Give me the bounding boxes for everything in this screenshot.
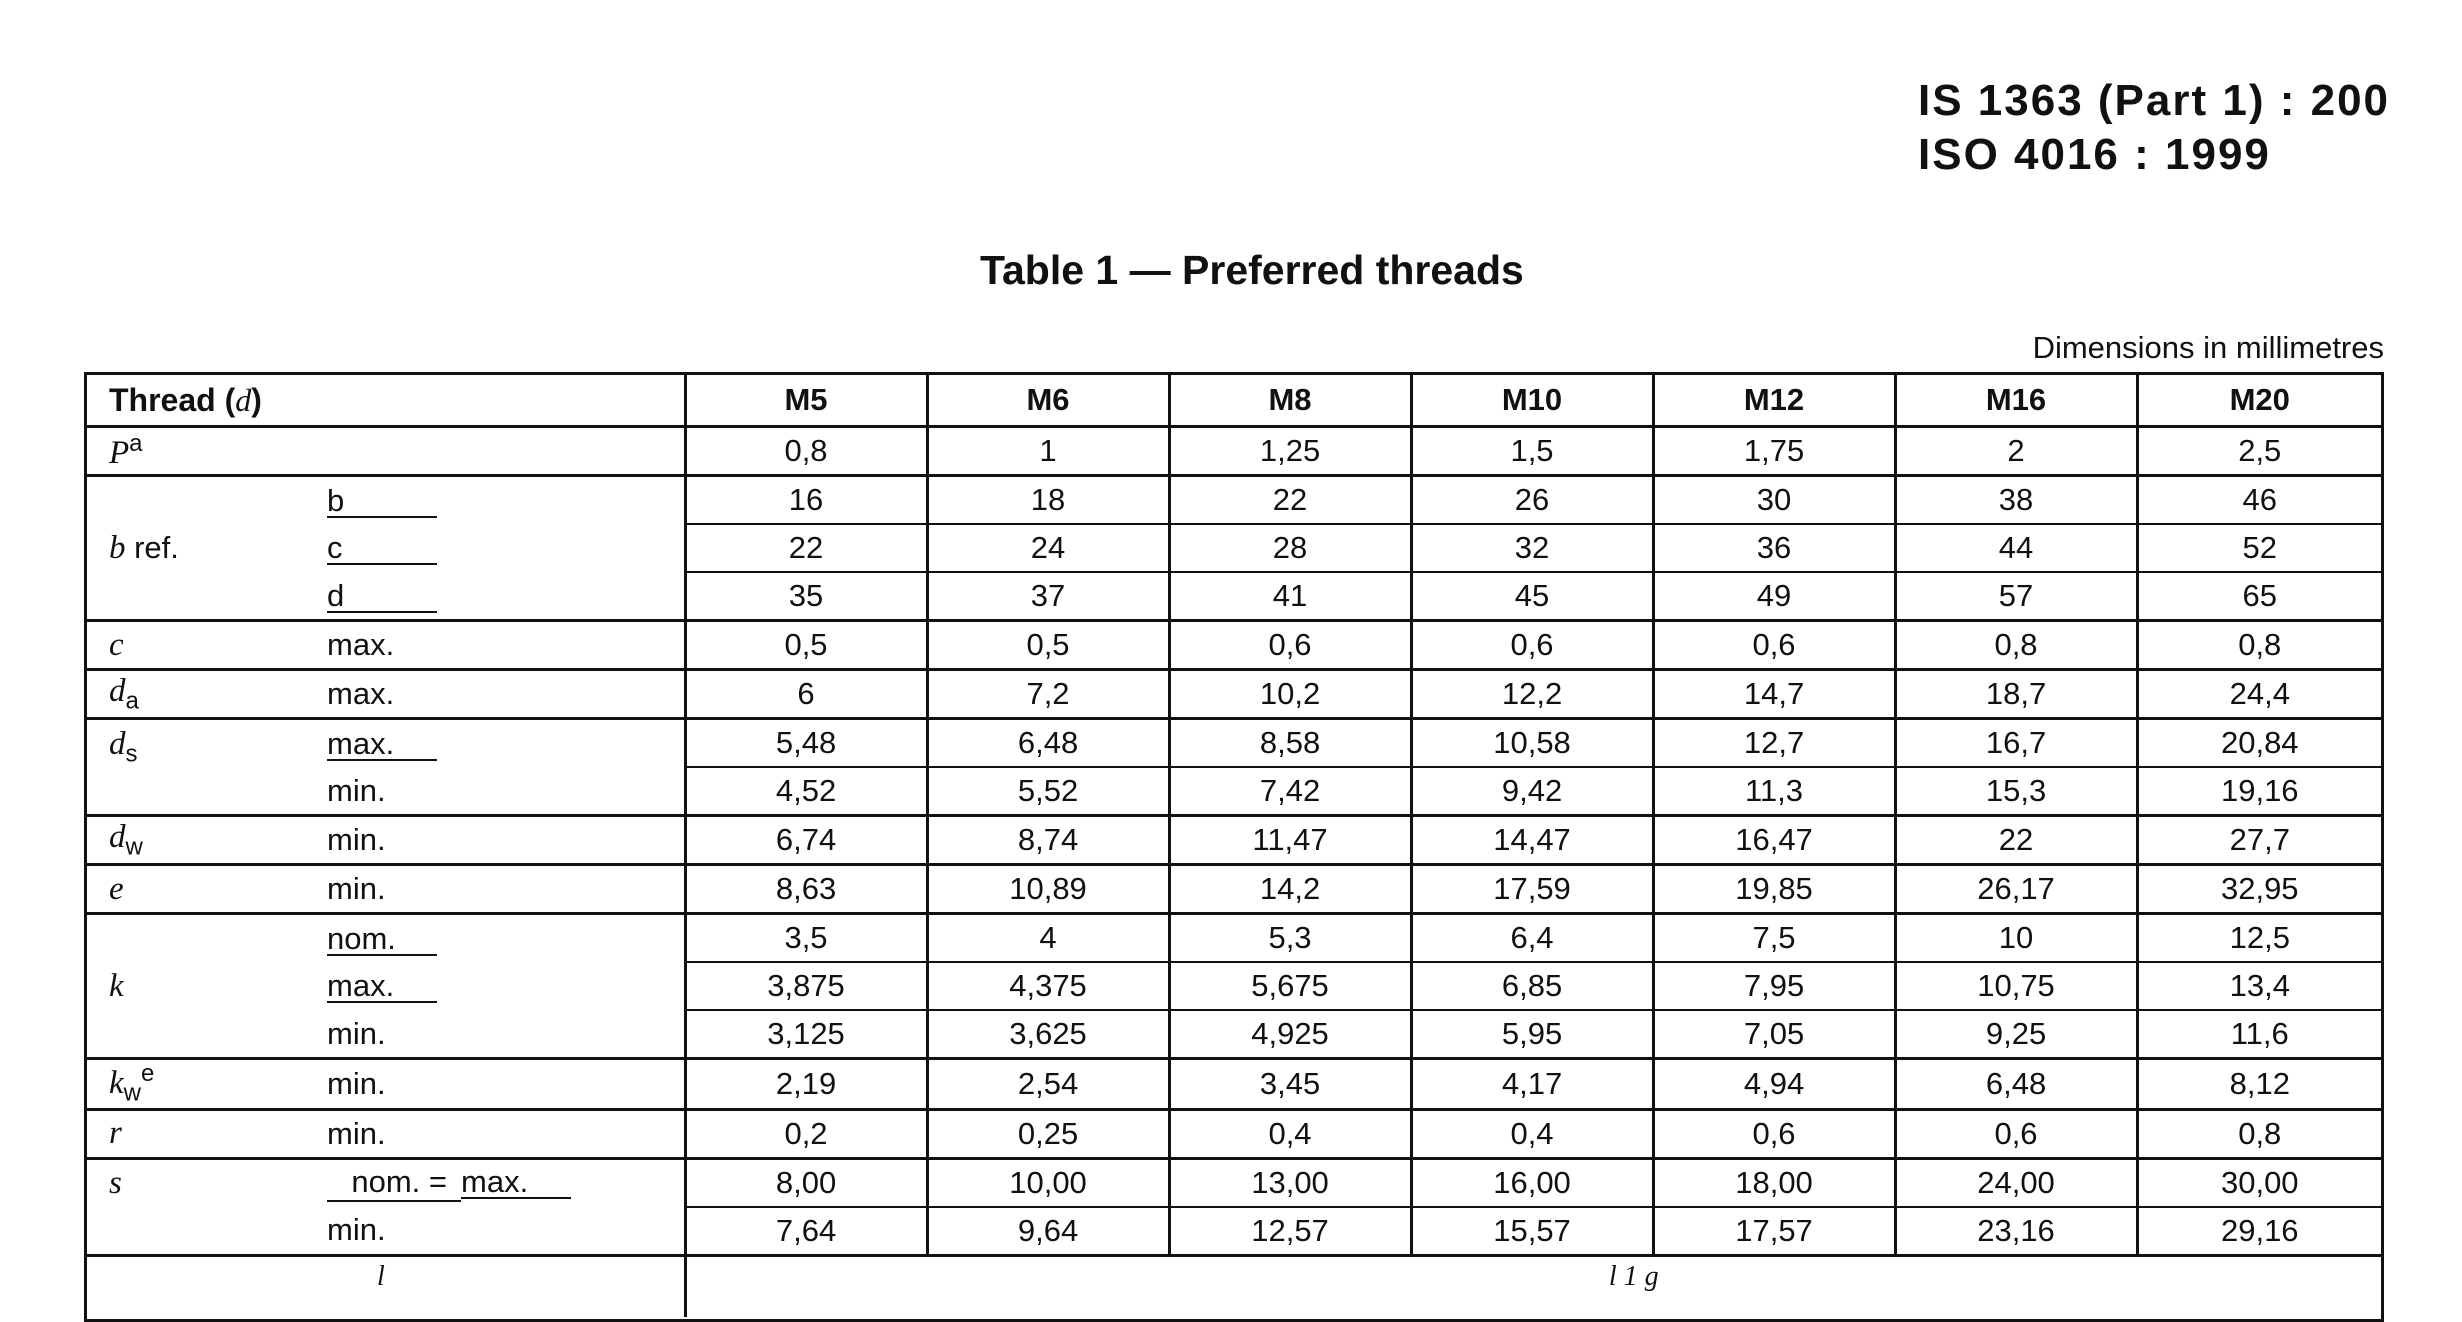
table-cell: 37 xyxy=(927,572,1169,621)
table-row-ds-min xyxy=(87,767,2381,816)
table-cell: 11,47 xyxy=(1169,816,1411,865)
table-cell: 0,4 xyxy=(1169,1109,1411,1158)
table-cell: 5,675 xyxy=(1169,962,1411,1010)
table-cell: 32,95 xyxy=(2137,865,2381,914)
table-cell: 2,5 xyxy=(2137,427,2381,476)
row-label: $d_w$ xyxy=(87,816,327,865)
table-cell: 65 xyxy=(2137,572,2381,621)
row-qualifier: max. xyxy=(327,670,685,719)
table-cell: 0,6 xyxy=(1653,1109,1895,1158)
table-cell: 13,00 xyxy=(1169,1158,1411,1207)
table-cell: 18,00 xyxy=(1653,1158,1895,1207)
table-cell: 16,7 xyxy=(1895,719,2137,768)
table-cell: 13,4 xyxy=(2137,962,2381,1010)
table-cell: 10 xyxy=(1895,914,2137,963)
table-cell: 26 xyxy=(1411,476,1653,525)
table-cell: 22 xyxy=(1895,816,2137,865)
table-cell: 14,47 xyxy=(1411,816,1653,865)
table-row-kw xyxy=(87,1059,2381,1110)
table-cell: 20,84 xyxy=(2137,719,2381,768)
row-qualifier: min. xyxy=(327,1212,386,1248)
table-cell: 9,64 xyxy=(927,1207,1169,1256)
table-cell: 7,42 xyxy=(1169,767,1411,816)
table-cell: 23,16 xyxy=(1895,1207,2137,1256)
table-header-row xyxy=(87,375,2381,427)
row-label: r xyxy=(87,1109,327,1158)
table-cell: 0,6 xyxy=(1653,621,1895,670)
table-cell: 3,625 xyxy=(927,1010,1169,1059)
table-cell: 1,75 xyxy=(1653,427,1895,476)
spec-table-body xyxy=(87,375,2381,1317)
table-cell: 17,57 xyxy=(1653,1207,1895,1256)
table-cell: 10,2 xyxy=(1169,670,1411,719)
row-qualifier: nom. xyxy=(327,914,685,963)
nom-equals-label: nom. = xyxy=(327,1164,461,1202)
table-cell: 3,5 xyxy=(685,914,927,963)
table-cell: 14,7 xyxy=(1653,670,1895,719)
table-cell: 6,74 xyxy=(685,816,927,865)
row-qualifier: max. xyxy=(327,962,685,1010)
standard-number-iso: ISO 4016 : 1999 xyxy=(1918,130,2271,179)
table-cell: 41 xyxy=(1169,572,1411,621)
table-cell: 7,5 xyxy=(1653,914,1895,963)
table-cell: 12,7 xyxy=(1653,719,1895,768)
table-cell: 0,8 xyxy=(685,427,927,476)
row-label: c xyxy=(87,621,327,670)
table-cell: 32 xyxy=(1411,524,1653,572)
table-cell: 0,8 xyxy=(2137,621,2381,670)
table-cell: 10,58 xyxy=(1411,719,1653,768)
column-header: M5 xyxy=(685,375,927,427)
table-cell: 9,42 xyxy=(1411,767,1653,816)
table-cell: 22 xyxy=(1169,476,1411,525)
table-row-dw xyxy=(87,816,2381,865)
table-cell: 4,52 xyxy=(685,767,927,816)
table-cell: 6,48 xyxy=(1895,1059,2137,1110)
table-cell: 8,58 xyxy=(1169,719,1411,768)
table-cell: 0,4 xyxy=(1411,1109,1653,1158)
table-cell: 3,125 xyxy=(685,1010,927,1059)
table-cell: 4,94 xyxy=(1653,1059,1895,1110)
table-cell: 28 xyxy=(1169,524,1411,572)
table-cell: 4 xyxy=(927,914,1169,963)
units-note: Dimensions in millimetres xyxy=(2032,330,2384,365)
row-label: $d_a$ xyxy=(87,670,327,719)
table-cell: 24,00 xyxy=(1895,1158,2137,1207)
table-cell: 7,64 xyxy=(685,1207,927,1256)
table-cell: 16,00 xyxy=(1411,1158,1653,1207)
table-row-e xyxy=(87,865,2381,914)
table-row-b-ref-d xyxy=(87,572,2381,621)
table-cell: 35 xyxy=(685,572,927,621)
table-row-r xyxy=(87,1109,2381,1158)
table-row-cutoff xyxy=(87,1255,2381,1317)
table-cell: 5,3 xyxy=(1169,914,1411,963)
table-row-ds-max xyxy=(87,719,2381,768)
table-row-c xyxy=(87,621,2381,670)
table-row-b-ref-c xyxy=(87,524,2381,572)
table-cell: 16 xyxy=(685,476,927,525)
thread-header-label: Thread (d) xyxy=(109,381,262,418)
table-cell: 5,95 xyxy=(1411,1010,1653,1059)
table-cell: 6 xyxy=(685,670,927,719)
table-cell: 49 xyxy=(1653,572,1895,621)
table-cell: 15,57 xyxy=(1411,1207,1653,1256)
table-cell: 12,5 xyxy=(2137,914,2381,963)
table-row-pitch xyxy=(87,427,2381,476)
table-row-da xyxy=(87,670,2381,719)
table-cell: 10,00 xyxy=(927,1158,1169,1207)
table-cell: 3,875 xyxy=(685,962,927,1010)
table-cell: 57 xyxy=(1895,572,2137,621)
row-label: b ref. xyxy=(87,476,327,621)
table-row-s-max xyxy=(87,1158,2381,1207)
table-cell: 19,85 xyxy=(1653,865,1895,914)
table-cell: 2,19 xyxy=(685,1059,927,1110)
row-qualifier: b xyxy=(327,476,685,525)
table-row-k-nom xyxy=(87,914,2381,963)
row-qualifier: min. xyxy=(327,816,685,865)
table-cell: 0,25 xyxy=(927,1109,1169,1158)
table-row-k-max xyxy=(87,962,2381,1010)
row-qualifier: min. xyxy=(327,1015,386,1051)
cutoff-value-cell: l 1 g xyxy=(685,1255,2381,1317)
table-cell: 30,00 xyxy=(2137,1158,2381,1207)
row-label-blank xyxy=(87,1207,327,1256)
table-cell: 19,16 xyxy=(2137,767,2381,816)
row-qualifier: min. xyxy=(327,1059,685,1110)
row-qualifier: d xyxy=(327,572,685,621)
row-qualifier: c xyxy=(327,524,685,572)
row-label: $d_s$ xyxy=(87,719,327,816)
table-cell: 17,59 xyxy=(1411,865,1653,914)
table-cell: 30 xyxy=(1653,476,1895,525)
table-cell: 8,63 xyxy=(685,865,927,914)
table-cell: 7,95 xyxy=(1653,962,1895,1010)
table-cell: 2 xyxy=(1895,427,2137,476)
table-cell: 26,17 xyxy=(1895,865,2137,914)
table-row-b-ref xyxy=(87,476,2381,525)
table-cell: 1,25 xyxy=(1169,427,1411,476)
table-cell: 18 xyxy=(927,476,1169,525)
column-header: M12 xyxy=(1653,375,1895,427)
table-cell: 4,375 xyxy=(927,962,1169,1010)
row-label: e xyxy=(87,865,327,914)
table-cell: 45 xyxy=(1411,572,1653,621)
table-cell: 0,8 xyxy=(2137,1109,2381,1158)
row-qualifier: min. xyxy=(327,865,685,914)
table-cell: 0,5 xyxy=(927,621,1169,670)
table-cell: 6,48 xyxy=(927,719,1169,768)
table-cell: 11,6 xyxy=(2137,1010,2381,1059)
table-cell: 0,8 xyxy=(1895,621,2137,670)
table-cell: 15,3 xyxy=(1895,767,2137,816)
table-cell: 1 xyxy=(927,427,1169,476)
cutoff-label-cell: l xyxy=(87,1255,685,1317)
table-cell: 52 xyxy=(2137,524,2381,572)
table-cell: 9,25 xyxy=(1895,1010,2137,1059)
table-cell: 0,6 xyxy=(1411,621,1653,670)
table-cell: 8,74 xyxy=(927,816,1169,865)
column-header: M6 xyxy=(927,375,1169,427)
table-cell: 0,6 xyxy=(1169,621,1411,670)
row-qualifier: nom. = max. xyxy=(327,1158,685,1207)
table-cell: 4,925 xyxy=(1169,1010,1411,1059)
table-cell: 22 xyxy=(685,524,927,572)
table-cell: 18,7 xyxy=(1895,670,2137,719)
table-cell: 10,89 xyxy=(927,865,1169,914)
table-cell: 44 xyxy=(1895,524,2137,572)
row-qualifier: min. xyxy=(327,772,386,808)
table-cell: 24 xyxy=(927,524,1169,572)
table-cell: 1,5 xyxy=(1411,427,1653,476)
table-cell: 12,57 xyxy=(1169,1207,1411,1256)
table-cell: 0,2 xyxy=(685,1109,927,1158)
column-header: M8 xyxy=(1169,375,1411,427)
table-cell: 11,3 xyxy=(1653,767,1895,816)
table-cell: 5,52 xyxy=(927,767,1169,816)
table-cell: 7,05 xyxy=(1653,1010,1895,1059)
row-label: s xyxy=(87,1158,327,1207)
row-qualifier: max. xyxy=(327,719,685,768)
table-cell: 38 xyxy=(1895,476,2137,525)
row-label: $k_w^e$ xyxy=(87,1059,327,1110)
column-header: M10 xyxy=(1411,375,1653,427)
table-cell: 46 xyxy=(2137,476,2381,525)
table-cell: 16,47 xyxy=(1653,816,1895,865)
preferred-threads-table xyxy=(84,372,2384,1322)
table-cell: 6,4 xyxy=(1411,914,1653,963)
row-label: k xyxy=(87,914,327,1059)
table-cell: 24,4 xyxy=(2137,670,2381,719)
table-cell: 8,00 xyxy=(685,1158,927,1207)
table-title: Table 1 — Preferred threads xyxy=(980,247,1524,293)
table-cell: 6,85 xyxy=(1411,962,1653,1010)
table-cell: 8,12 xyxy=(2137,1059,2381,1110)
table-cell: 2,54 xyxy=(927,1059,1169,1110)
table-cell: 12,2 xyxy=(1411,670,1653,719)
table-cell: 29,16 xyxy=(2137,1207,2381,1256)
row-label: $P^a$ xyxy=(87,427,685,476)
table-cell: 27,7 xyxy=(2137,816,2381,865)
column-header: M20 xyxy=(2137,375,2381,427)
table-row-k-min xyxy=(87,1010,2381,1059)
column-header: M16 xyxy=(1895,375,2137,427)
table-cell: 14,2 xyxy=(1169,865,1411,914)
standard-number-is: IS 1363 (Part 1) : 200 xyxy=(1918,76,2391,125)
row-qualifier: max. xyxy=(327,621,685,670)
table-cell: 0,6 xyxy=(1895,1109,2137,1158)
table-row-s-min xyxy=(87,1207,2381,1256)
table-cell: 10,75 xyxy=(1895,962,2137,1010)
table-cell: 36 xyxy=(1653,524,1895,572)
table-cell: 7,2 xyxy=(927,670,1169,719)
table-cell: 3,45 xyxy=(1169,1059,1411,1110)
row-qualifier: min. xyxy=(327,1109,685,1158)
table-cell: 0,5 xyxy=(685,621,927,670)
table-cell: 5,48 xyxy=(685,719,927,768)
table-cell: 4,17 xyxy=(1411,1059,1653,1110)
